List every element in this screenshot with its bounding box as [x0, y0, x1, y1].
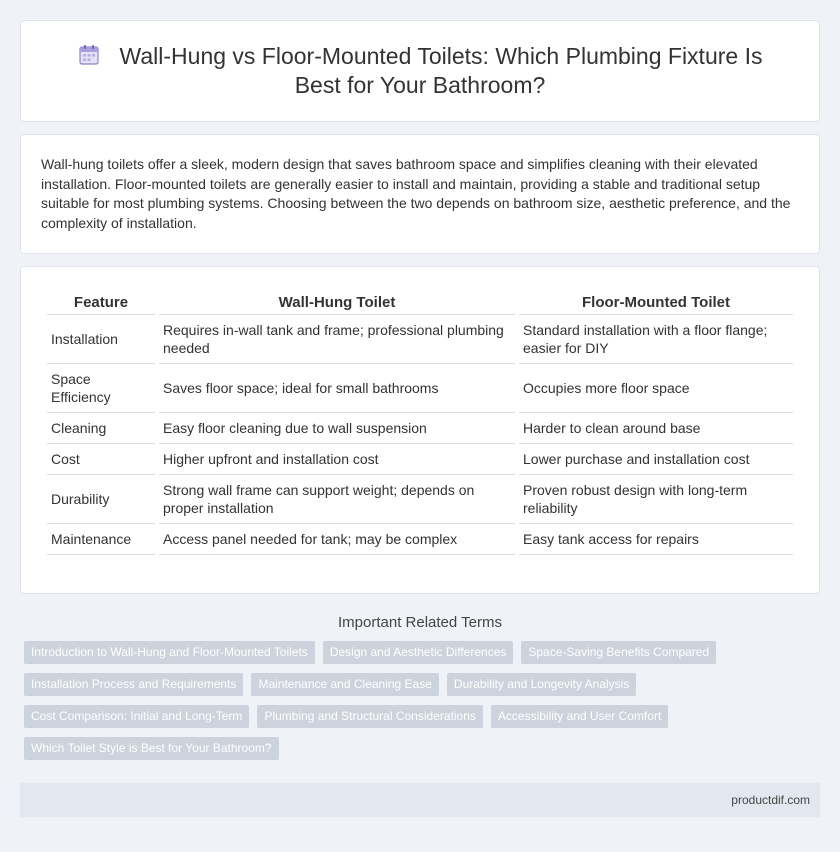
table-cell: Saves floor space; ideal for small bathrooms — [159, 364, 515, 413]
table-cell: Harder to clean around base — [519, 413, 793, 444]
table-cell: Lower purchase and installation cost — [519, 444, 793, 475]
table-cell: Maintenance — [47, 524, 155, 555]
related-terms-heading: Important Related Terms — [338, 614, 502, 631]
comparison-card — [20, 266, 820, 594]
table-cell: Access panel needed for tank; may be complex — [159, 524, 515, 555]
comparison-table — [43, 291, 797, 555]
table-cell: Strong wall frame can support weight; depends on proper installation — [159, 475, 515, 524]
related-tag[interactable]: Installation Process and Requirements — [24, 673, 243, 696]
table-cell: Proven robust design with long-term reliability — [519, 475, 793, 524]
related-tag[interactable]: Maintenance and Cleaning Ease — [251, 673, 438, 696]
related-tags — [0, 641, 840, 769]
table-header-row — [47, 291, 793, 315]
table-cell: Requires in-wall tank and frame; professional plumbing needed — [159, 315, 515, 364]
table-cell: Cleaning — [47, 413, 155, 444]
table-cell: Easy floor cleaning due to wall suspension — [159, 413, 515, 444]
table-cell: Easy tank access for repairs — [519, 524, 793, 555]
table-row — [47, 524, 793, 555]
table-row — [47, 364, 793, 413]
table-cell: Installation — [47, 315, 155, 364]
table-row — [47, 475, 793, 524]
calendar-icon — [78, 44, 100, 66]
table-header: Floor-Mounted Toilet — [519, 291, 793, 315]
related-tag[interactable]: Durability and Longevity Analysis — [447, 673, 636, 696]
table-cell: Standard installation with a floor flange; easier for DIY — [519, 315, 793, 364]
related-tag[interactable]: Which Toilet Style is Best for Your Bathroom? — [24, 737, 279, 760]
table-cell: Cost — [47, 444, 155, 475]
table-row — [47, 413, 793, 444]
related-tag[interactable]: Cost Comparison: Initial and Long-Term — [24, 705, 249, 728]
table-cell: Higher upfront and installation cost — [159, 444, 515, 475]
related-tag[interactable]: Design and Aesthetic Differences — [323, 641, 514, 664]
table-cell: Space Efficiency — [47, 364, 155, 413]
table-header: Feature — [47, 291, 155, 315]
title-card — [20, 20, 820, 122]
page-title — [61, 42, 779, 100]
table-cell: Occupies more floor space — [519, 364, 793, 413]
footer-site-link[interactable]: productdif.com — [731, 793, 810, 807]
table-cell: Durability — [47, 475, 155, 524]
table-row — [47, 444, 793, 475]
intro-text: Wall-hung toilets offer a sleek, modern design that saves bathroom space and simplifies cleaning with their elevated installation. Floor-mounted toilets are generally easier to install and maintain, providing a stable and traditional setup suitable for most plumbing systems. Choosing between the two depends on bathroom size, aesthetic preference, and the complexity of installation. — [41, 156, 791, 231]
related-tag[interactable]: Accessibility and User Comfort — [491, 705, 668, 728]
related-tag[interactable]: Space-Saving Benefits Compared — [521, 641, 716, 664]
related-tag[interactable]: Introduction to Wall-Hung and Floor-Mounted Toilets — [24, 641, 315, 664]
footer — [20, 783, 820, 817]
table-row — [47, 315, 793, 364]
page-title-text: Wall-Hung vs Floor-Mounted Toilets: Which Plumbing Fixture Is Best for Your Bathroom? — [119, 43, 763, 98]
related-terms-section — [0, 614, 840, 769]
related-tag[interactable]: Plumbing and Structural Considerations — [257, 705, 482, 728]
table-header: Wall-Hung Toilet — [159, 291, 515, 315]
intro-card — [20, 134, 820, 254]
